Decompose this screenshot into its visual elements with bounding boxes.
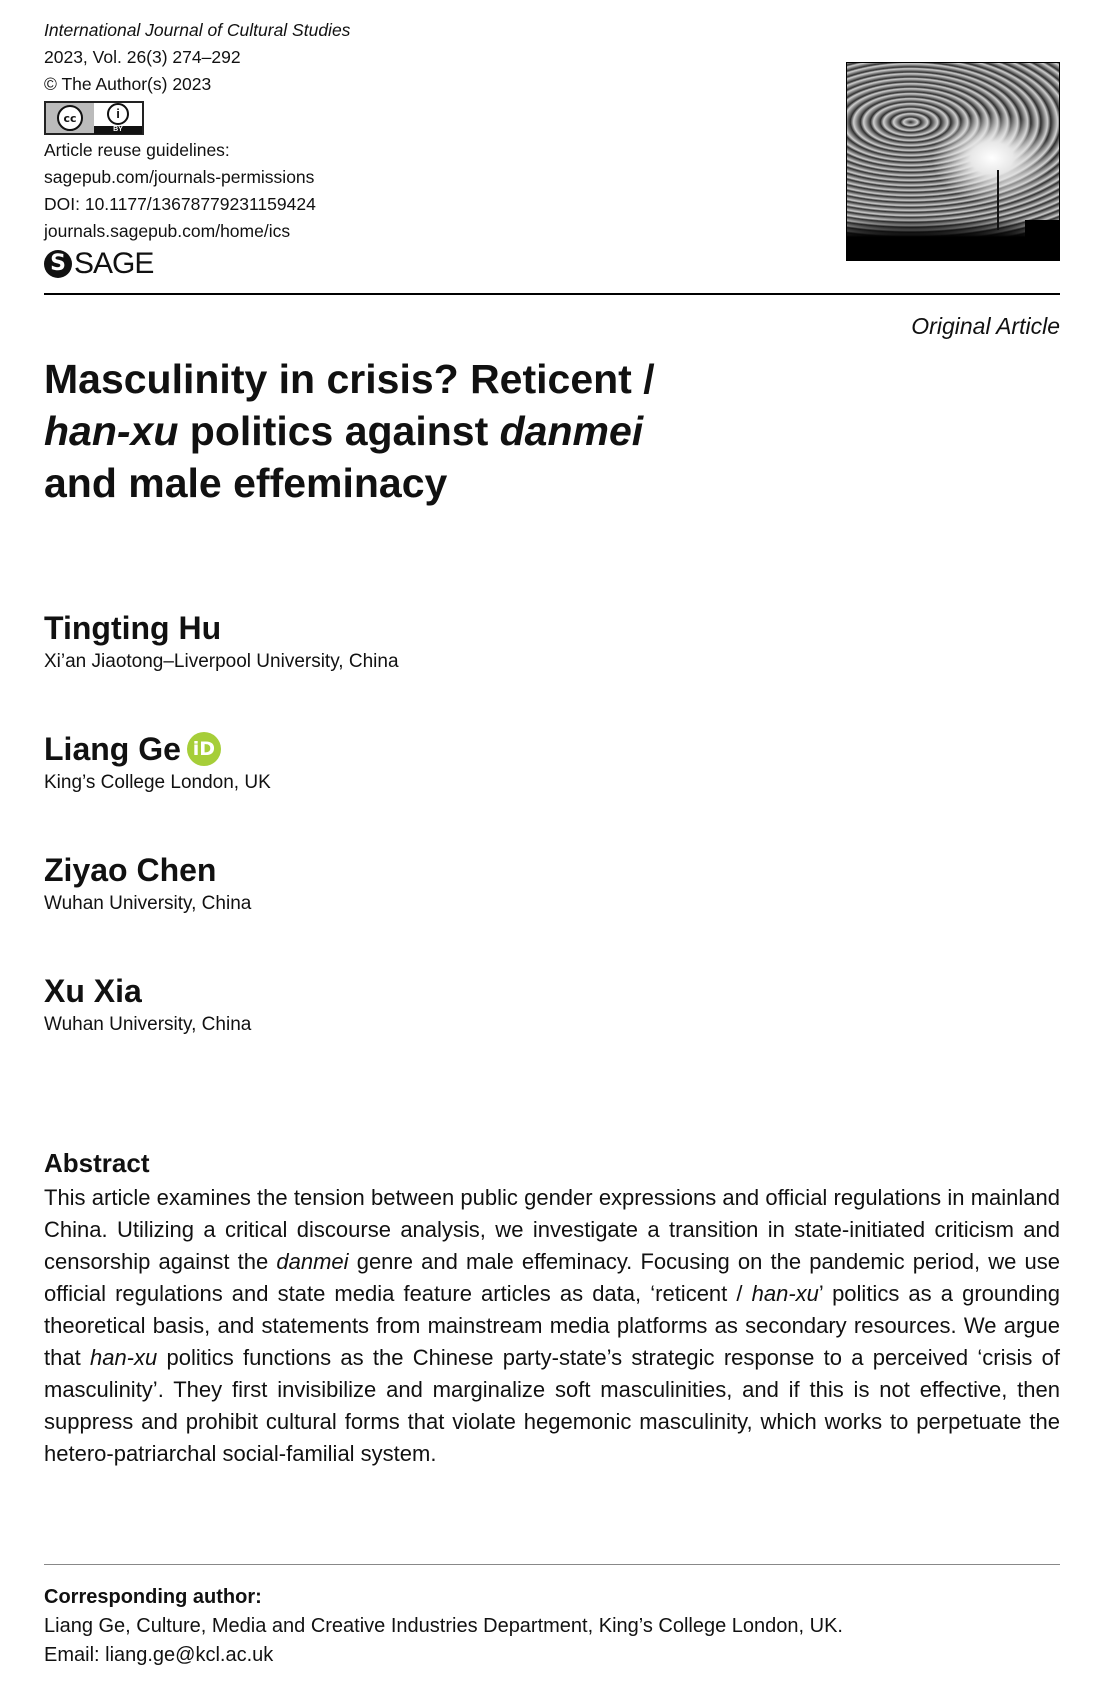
- author-block: [44, 972, 251, 1038]
- volume-info: 2023, Vol. 26(3) 274–292: [44, 47, 241, 67]
- journal-name: International Journal of Cultural Studies: [44, 20, 351, 40]
- cc-by-license-badge[interactable]: [44, 101, 144, 135]
- reuse-guidelines: Article reuse guidelines:: [44, 140, 230, 160]
- author-name: Xu Xia: [44, 973, 142, 1009]
- publisher-name: SAGE: [74, 247, 154, 280]
- article-type: Original Article: [911, 313, 1060, 339]
- abstract-heading: Abstract: [44, 1148, 150, 1178]
- corresponding-author: [44, 1583, 843, 1670]
- corresponding-address: Liang Ge, Culture, Media and Creative Industries Department, King’s College London, UK.: [44, 1615, 843, 1637]
- sage-icon: S: [44, 250, 72, 278]
- article-title: Masculinity in crisis? Reticent / han-xu politics against danmei and male effeminacy: [44, 356, 655, 506]
- author-affiliation: Xi’an Jiaotong–Liverpool University, China: [44, 651, 399, 672]
- author-name: Liang Ge: [44, 731, 181, 767]
- copyright: © The Author(s) 2023: [44, 74, 212, 94]
- attribution-icon: i: [107, 103, 129, 125]
- footnote-divider: [44, 1564, 1060, 1565]
- doi[interactable]: DOI: 10.1177/13678779231159424: [44, 194, 316, 214]
- cc-icon: cc: [57, 105, 83, 131]
- orcid-icon[interactable]: iD: [187, 732, 221, 766]
- corresponding-email[interactable]: Email: liang.ge@kcl.ac.uk: [44, 1644, 274, 1666]
- publisher-logo: [44, 247, 350, 281]
- corresponding-label: Corresponding author:: [44, 1586, 262, 1608]
- author-affiliation: Wuhan University, China: [44, 1014, 252, 1035]
- author-block: [44, 730, 271, 796]
- author-affiliation: Wuhan University, China: [44, 893, 252, 914]
- journal-cover-image: [846, 62, 1060, 261]
- author-block: [44, 609, 399, 675]
- author-name: Tingting Hu: [44, 610, 222, 646]
- journal-link[interactable]: journals.sagepub.com/home/ics: [44, 221, 291, 241]
- permissions-link[interactable]: sagepub.com/journals-permissions: [44, 167, 315, 187]
- author-block: [44, 851, 251, 917]
- header-divider: [44, 293, 1060, 295]
- author-affiliation: King’s College London, UK: [44, 772, 271, 793]
- abstract-text: This article examines the tension between public gender expressions and official regulations in mainland China. Utilizing a critical discourse analysis, we investigate a transition in state-initiated criticism and censorship against the danmei genre and male effeminacy. Focusing on the pandemic period, we use official regulations and state media feature articles as data, ‘reticent / han-xu’ politics as a grounding theoretical basis, and statements from mainstream media platforms as secondary resources. We argue that han-xu politics functions as the Chinese party-state’s strategic response to a perceived ‘crisis of masculinity’. They first invisibilize and marginalize soft masculinities, and if this is not effective, then suppress and prohibit cultural forms that violate hegemonic masculinity, which works to perpetuate the hetero-patriarchal social-familial system.: [44, 1185, 1060, 1466]
- author-name: Ziyao Chen: [44, 852, 217, 888]
- journal-metadata: [44, 17, 350, 281]
- by-label: BY: [94, 126, 142, 134]
